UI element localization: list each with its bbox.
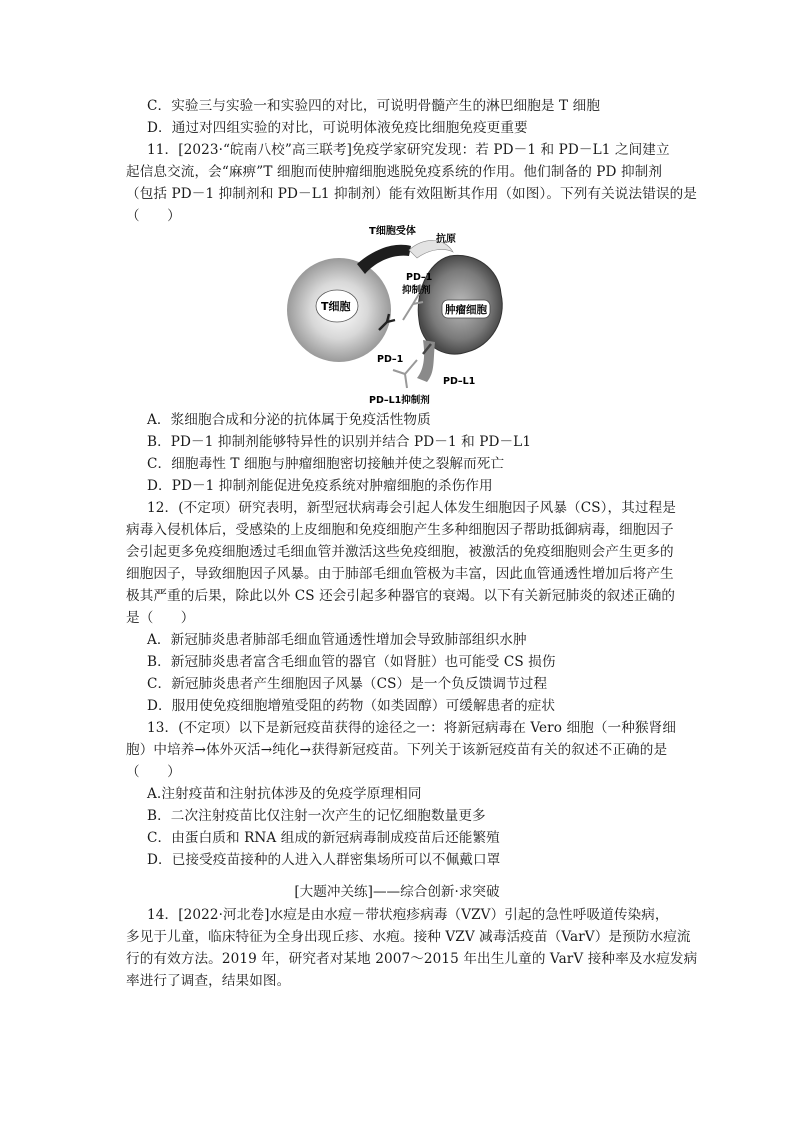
q11-option-b: B．PD－1 抑制剂能够特异性的识别并结合 PD－1 和 PD－L1 [147, 434, 532, 450]
label-pd1-inhibitor: PD–1 [406, 272, 433, 283]
q13-option-c: C．由蛋白质和 RNA 组成的新冠病毒制成疫苗后还能繁殖 [147, 830, 500, 846]
q11-stem-line: 起信息交流，会“麻痹”T 细胞而使肿瘤细胞逃脱免疫系统的作用。他们制备的 PD 抑制剂 [126, 164, 663, 180]
q14-stem-line: 14．[2022·河北卷]水痘是由水痘－带状疱疹病毒（VZV）引起的急性呼吸道传染病， [147, 907, 669, 923]
q11-stem-line: （ ） [126, 208, 181, 224]
label-pd1: PD–1 [377, 354, 404, 365]
q14-stem-line: 行的有效方法。2019 年，研究者对某地 2007～2015 年出生儿童的 VarV 接种率及水痘发病 [126, 951, 698, 967]
label-pd1-inhibitor: 抑制剂 [402, 285, 431, 296]
label-t-cell-receptor: T细胞受体 [369, 226, 416, 237]
q12-stem-line: 细胞因子，导致细胞因子风暴。由于肺部毛细血管极为丰富，因此血管通透性增加后将产生 [126, 566, 674, 582]
pd1-mechanism-figure [285, 222, 515, 408]
t-cell-receptor-shape [357, 245, 411, 274]
q13-stem-line: （ ） [126, 764, 181, 780]
q11-option-a: A．浆细胞合成和分泌的抗体属于免疫活性物质 [147, 412, 431, 428]
q14-stem-line: 多见于儿童，临床特征为全身出现丘疹、水疱。接种 VZV 减毒活疫苗（VarV）是预防水痘流 [126, 929, 691, 945]
q13-option-a: A.注射疫苗和注射抗体涉及的免疫学原理相同 [147, 786, 422, 802]
label-t-cell: T细胞 [321, 300, 351, 313]
q12-stem-line: 会引起更多免疫细胞透过毛细血管并激活这些免疫细胞，被激活的免疫细胞则会产生更多的 [126, 544, 674, 560]
tumor-cell-extension [417, 340, 435, 382]
label-tumor-cell: 肿瘤细胞 [445, 304, 487, 316]
q11-stem-line: （包括 PD－1 抑制剂和 PD－L1 抑制剂）能有效阻断其作用（如图）。下列有关说法错误的是 [126, 186, 697, 202]
q12-stem-line: 是（ ） [126, 610, 195, 626]
q12-stem-line: 极其严重的后果，除此以外 CS 还会引起多种器官的衰竭。以下有关新冠肺炎的叙述正确的 [126, 588, 676, 604]
q12-option-d: D．服用使免疫细胞增殖受阻的药物（如类固醇）可缓解患者的症状 [147, 698, 556, 714]
label-pdl1-inhibitor: PD–L1抑制剂 [369, 395, 430, 406]
q12-stem-line: 12．(不定项）研究表明，新型冠状病毒会引起人体发生细胞因子风暴（CS），其过程是 [147, 500, 676, 516]
q13-option-d: D．已接受疫苗接种的人进入人群密集场所可以不佩戴口罩 [147, 852, 501, 868]
q13-option-b: B．二次注射疫苗比仅注射一次产生的记忆细胞数量更多 [147, 808, 486, 824]
label-pdl1: PD–L1 [443, 376, 476, 387]
q11-stem-line: 11．[2023·“皖南八校”高三联考]免疫学家研究发现：若 PD－1 和 PD－L1 之间建立 [147, 142, 670, 158]
q13-stem-line: 13．(不定项）以下是新冠疫苗获得的途径之一：将新冠病毒在 Vero 细胞（一种猴肾细 [147, 720, 677, 736]
q11-option-d: D．PD－1 抑制剂能促进免疫系统对肿瘤细胞的杀伤作用 [147, 478, 493, 494]
section-heading: [大题冲关练]——综合创新·求突破 [294, 884, 500, 900]
label-antigen: 抗原 [436, 234, 456, 245]
q10-option-c: C．实验三与实验一和实验四的对比，可说明骨髓产生的淋巴细胞是 T 细胞 [147, 98, 601, 114]
q12-option-a: A．新冠肺炎患者肺部毛细血管通透性增加会导致肺部组织水肿 [147, 632, 527, 648]
q10-option-d: D．通过对四组实验的对比，可说明体液免疫比细胞免疫更重要 [147, 120, 528, 136]
q14-stem-line: 率进行了调查，结果如图。 [126, 973, 291, 989]
q11-option-c: C．细胞毒性 T 细胞与肿瘤细胞密切接触并使之裂解而死亡 [147, 456, 505, 472]
q12-option-c: C．新冠肺炎患者产生细胞因子风暴（CS）是一个负反馈调节过程 [147, 676, 548, 692]
q13-stem-line: 胞）中培养→体外灭活→纯化→获得新冠疫苗。下列关于该新冠疫苗有关的叙述不正确的是 [126, 742, 668, 758]
q12-stem-line: 病毒入侵机体后，受感染的上皮细胞和免疫细胞产生多种细胞因子帮助抵御病毒，细胞因子 [126, 522, 674, 538]
q12-option-b: B．新冠肺炎患者富含毛细血管的器官（如肾脏）也可能受 CS 损伤 [147, 654, 556, 670]
